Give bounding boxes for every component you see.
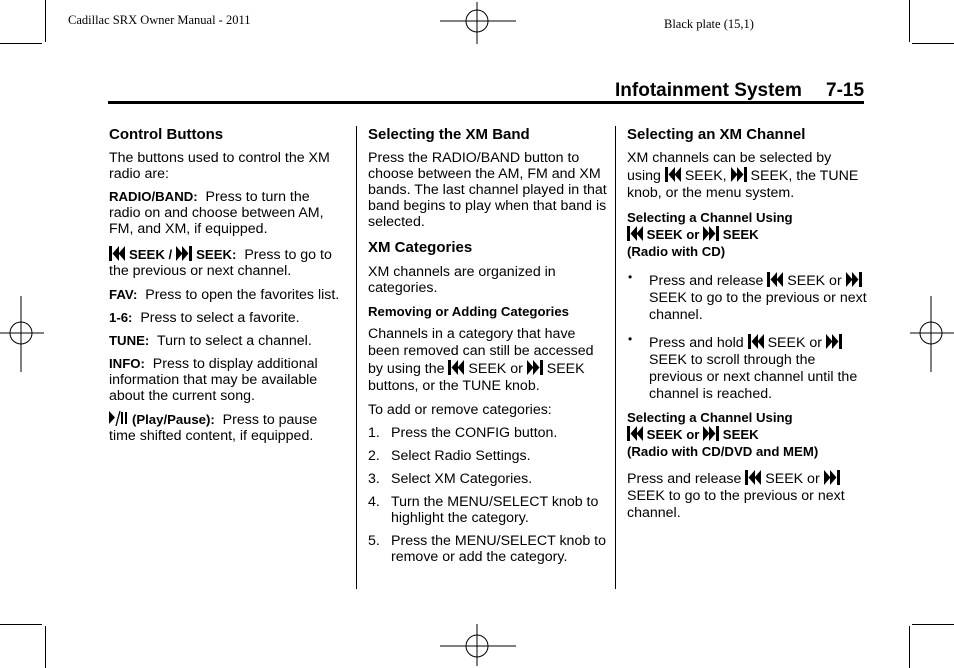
column-divider — [356, 126, 357, 589]
crop-mark — [909, 626, 910, 668]
text: SEEK or — [765, 471, 820, 487]
manual-title: Cadillac SRX Owner Manual - 2011 — [68, 13, 251, 27]
seek-forward-icon — [824, 470, 840, 485]
text: Press and release — [649, 273, 764, 289]
list-item — [368, 471, 608, 487]
paragraph-presets — [109, 310, 345, 326]
term-text: Press to go to the previous or next channel. — [109, 247, 332, 279]
seek-back-icon — [745, 470, 761, 485]
seek-back-icon — [448, 360, 464, 375]
text: SEEK or — [468, 361, 523, 377]
paragraph: The buttons used to control the XM radio are: — [109, 150, 330, 182]
step-text: Press the CONFIG button. — [391, 425, 558, 441]
registration-mark-icon — [0, 296, 44, 372]
bullet-list — [627, 272, 867, 403]
text: SEEK to go to the previous or next channel. — [649, 290, 867, 323]
text: Channels in a category that have been removed can still be accessed by using the — [368, 326, 594, 377]
term-label: SEEK / — [128, 247, 173, 262]
plate-label: Black plate (15,1) — [664, 17, 754, 31]
play-pause-icon — [109, 411, 128, 426]
crop-mark — [0, 624, 42, 625]
term-text: Press to pause time shifted content, if equipped. — [109, 412, 318, 444]
text: Press and hold — [649, 335, 744, 351]
step-number: 5. — [368, 533, 380, 549]
crop-mark — [45, 0, 46, 42]
registration-mark-icon — [440, 0, 516, 44]
heading-removing-adding: Removing or Adding Categories — [368, 304, 570, 319]
list-item — [368, 533, 608, 565]
text: XM channels can be selected by — [627, 150, 832, 166]
heading-selecting-band: Selecting the XM Band — [368, 126, 530, 143]
paragraph-remove — [368, 326, 608, 395]
paragraph-final — [627, 470, 867, 522]
term-label: TUNE: — [109, 333, 150, 348]
text: Selecting a Channel Using — [627, 210, 793, 225]
step-text: Select Radio Settings. — [391, 448, 531, 464]
seek-forward-icon — [703, 226, 719, 241]
seek-forward-icon — [703, 426, 719, 441]
text: SEEK — [722, 227, 759, 242]
crop-mark — [912, 43, 954, 44]
text: (Radio with CD/DVD and MEM) — [627, 444, 819, 459]
seek-forward-icon — [731, 167, 747, 182]
seek-back-icon — [109, 246, 125, 261]
heading-selecting-channel: Selecting an XM Channel — [627, 126, 806, 143]
text: Press and release — [627, 471, 742, 487]
heading-channel-using-cd-dvd — [627, 409, 867, 460]
term-text: Press to display additional information that may be available about the current song. — [109, 356, 318, 404]
step-text: Select XM Categories. — [391, 471, 533, 487]
steps-list — [368, 425, 608, 565]
seek-forward-icon — [826, 334, 842, 349]
text: SEEK or — [646, 227, 700, 242]
text: SEEK or — [646, 427, 700, 442]
term-text: Press to turn the radio on and choose between AM, FM, and XM, if equipped. — [109, 189, 324, 237]
crop-mark — [0, 43, 42, 44]
text: SEEK or — [787, 273, 842, 289]
heading-control-buttons: Control Buttons — [109, 126, 224, 143]
term-text: Turn to select a channel. — [156, 333, 312, 349]
list-item — [627, 272, 867, 324]
term-label: SEEK: — [196, 247, 237, 262]
term-label: INFO: — [109, 356, 145, 371]
column-1 — [109, 126, 345, 451]
registration-mark-icon — [440, 624, 516, 668]
seek-back-icon — [627, 226, 643, 241]
text: SEEK to scroll through the previous or next channel until the channel is reached. — [649, 352, 858, 402]
paragraph-tune — [109, 333, 345, 349]
term-text: Press to open the favorites list. — [145, 287, 340, 303]
list-item — [368, 494, 608, 526]
paragraph: Press the RADIO/BAND button to choose between the AM, FM and XM bands. The last channel played in that band begins to play when that band is selected. — [368, 150, 607, 230]
crop-mark — [912, 624, 954, 625]
list-item — [368, 448, 608, 464]
paragraph: To add or remove categories: — [368, 402, 552, 418]
column-2 — [368, 126, 608, 572]
text: SEEK, the TUNE knob, or the menu system. — [627, 168, 859, 201]
step-number: 4. — [368, 494, 380, 510]
paragraph: XM channels are organized in categories. — [368, 264, 556, 296]
text: SEEK to go to the previous or next channel. — [627, 488, 845, 521]
bullet: • — [628, 332, 633, 346]
seek-back-icon — [748, 334, 764, 349]
column-divider — [615, 126, 616, 589]
term-label: FAV: — [109, 287, 138, 302]
text: using — [627, 168, 661, 184]
text: Selecting a Channel Using — [627, 410, 793, 425]
term-text: Press to select a favorite. — [140, 310, 300, 326]
list-item — [368, 425, 608, 441]
text: (Radio with CD) — [627, 244, 726, 259]
page-number: 7-15 — [826, 80, 865, 101]
step-number: 1. — [368, 425, 380, 441]
heading-channel-using-cd — [627, 209, 867, 260]
seek-back-icon — [627, 426, 643, 441]
registration-mark-icon — [910, 296, 954, 372]
header-rule — [108, 101, 864, 104]
text: SEEK buttons, or the TUNE knob. — [368, 361, 585, 394]
crop-mark — [909, 0, 910, 42]
term-label: (Play/Pause): — [131, 412, 215, 427]
step-text: Turn the MENU/SELECT knob to highlight the category. — [391, 494, 599, 526]
paragraph-intro — [627, 150, 867, 202]
paragraph-radio-band — [109, 189, 345, 237]
column-3 — [627, 126, 867, 529]
paragraph-info — [109, 356, 345, 404]
crop-mark — [45, 626, 46, 668]
seek-back-icon — [767, 272, 783, 287]
step-text: Press the MENU/SELECT knob to remove or add the category. — [391, 533, 607, 565]
paragraph-play-pause — [109, 411, 345, 444]
paragraph-seek — [109, 246, 345, 279]
term-label: RADIO/BAND: — [109, 189, 198, 204]
seek-back-icon — [665, 167, 681, 182]
paragraph-fav — [109, 287, 345, 303]
text: SEEK — [722, 427, 759, 442]
step-number: 2. — [368, 448, 380, 464]
text: SEEK or — [767, 335, 822, 351]
term-label: 1-6: — [109, 310, 133, 325]
heading-xm-categories: XM Categories — [368, 239, 473, 256]
step-number: 3. — [368, 471, 380, 487]
list-item — [627, 334, 867, 403]
text: SEEK, — [684, 168, 727, 184]
seek-forward-icon — [176, 246, 192, 261]
seek-forward-icon — [846, 272, 862, 287]
seek-forward-icon — [527, 360, 543, 375]
bullet: • — [628, 270, 633, 284]
section-title: Infotainment System — [615, 80, 802, 101]
